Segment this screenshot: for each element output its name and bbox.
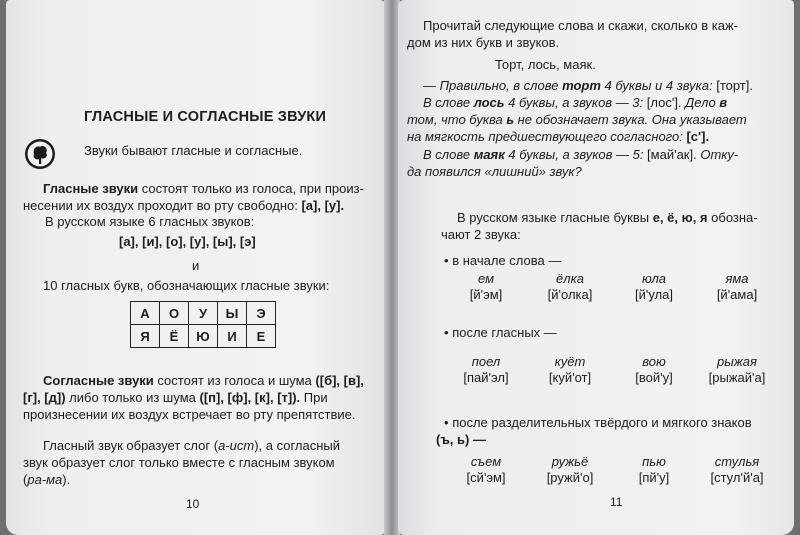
example-transcription: [пай'эл] <box>463 370 509 385</box>
letter-cell: И <box>218 325 247 348</box>
answer-word-los: лось <box>473 95 505 110</box>
consonants-def-line3: произнесении их воздух встречает во рту препятствие. <box>23 407 356 422</box>
syllable-line3 <box>23 472 70 488</box>
left-page <box>6 0 386 535</box>
term-consonants: Согласные звуки <box>43 373 154 388</box>
syllable-line1 <box>43 438 340 454</box>
example-word <box>691 454 783 486</box>
bullet-text: после гласных — <box>452 325 557 340</box>
answer-text: 4 буквы, а звуков — 3: <box>504 95 647 110</box>
example-transcription: [вой'у] <box>635 370 673 385</box>
bullet-after-hard-soft-signs <box>444 415 752 431</box>
letter-cell: Е <box>247 325 276 348</box>
vowels-example: [а], [у]. <box>301 198 345 213</box>
rule-line1 <box>457 210 758 226</box>
letter-cell: А <box>131 302 160 325</box>
example-word-text: ем <box>478 271 494 286</box>
answer-letter: ь <box>506 112 515 127</box>
letter-cell: У <box>189 302 218 325</box>
transcription: [с']. <box>686 129 710 144</box>
example-word-text: куёт <box>554 354 586 369</box>
example-word-text: рыжая <box>717 354 757 369</box>
task-line1: Прочитай следующие слова и скажи, сколько в каж- <box>423 18 739 33</box>
consonants-def-line1 <box>43 373 364 389</box>
bullet-signs: (ъ, ь) — <box>436 432 486 447</box>
letters-row <box>131 325 276 348</box>
answer-text: — Правильно, в слове <box>423 78 563 93</box>
rule-line2: чают 2 звука: <box>441 227 521 242</box>
answer-text: в <box>719 95 728 110</box>
example-word <box>608 354 700 386</box>
example-word-text: съем <box>470 454 502 469</box>
example-word <box>691 271 783 303</box>
example-transcription: [й'эм] <box>469 287 503 302</box>
answer-line2 <box>423 95 727 111</box>
intro-text: Звуки бывают гласные и согласные. <box>84 143 303 158</box>
syllable-text1: Гласный звук образует слог ( <box>43 438 219 453</box>
answer-text: 4 буквы, а звуков — 5: <box>504 147 648 162</box>
vowels-def-line2 <box>23 198 344 214</box>
letter-cell: Я <box>131 325 160 348</box>
right-page <box>398 0 794 535</box>
example-word <box>608 454 700 486</box>
bullet-start-of-word <box>444 253 561 269</box>
syllable-text4: ). <box>62 472 71 487</box>
answer-word-mayak: маяк <box>473 147 505 162</box>
letter-cell: Ё <box>160 325 189 348</box>
consonants-def-text2: либо только из шума <box>65 390 200 405</box>
example-word <box>440 354 532 386</box>
example-word <box>440 454 532 486</box>
page-number-right: 11 <box>610 495 623 509</box>
consonants-def-line2 <box>23 390 328 406</box>
answer-text: Дело <box>681 95 720 110</box>
rule-letters: е, ё, ю, я <box>652 210 708 225</box>
example-word-text: ёлка <box>556 271 584 286</box>
vowels-count-line: В русском языке 6 гласных звуков: <box>45 214 255 229</box>
consonants-example2: [г], [д]) <box>23 390 66 405</box>
letter-cell: Ы <box>218 302 247 325</box>
bullet-text: после разделительных твёрдого и мягкого знаков <box>452 415 752 430</box>
words-line: Торт, лось, маяк. <box>495 57 596 72</box>
answer-text: том, что буква <box>407 112 507 127</box>
bullet-dot: • <box>444 253 449 268</box>
bullet-dot: • <box>444 325 449 340</box>
answer-text: на мягкость предшествующего согласного: <box>407 129 687 144</box>
letters-row <box>131 302 276 325</box>
and-word: и <box>192 258 200 273</box>
letter-cell: Э <box>247 302 276 325</box>
answer-text: 4 буквы и 4 звука: <box>600 78 717 93</box>
letter-cell: О <box>160 302 189 325</box>
consonants-def-text3: При <box>300 390 328 405</box>
consonants-example3: ([п], [ф], [к], [т]). <box>199 390 301 405</box>
answer-text: В слове <box>423 147 474 162</box>
example-word <box>524 354 616 386</box>
letter-cell: Ю <box>189 325 218 348</box>
syllable-text3: ( <box>23 472 28 487</box>
bullet-after-vowels <box>444 325 557 341</box>
example-word <box>524 454 616 486</box>
vowels-def-text2: несении их воздух проходит во рту свободно: <box>23 198 302 213</box>
answer-line1 <box>423 78 753 94</box>
section-title: ГЛАСНЫЕ И СОГЛАСНЫЕ ЗВУКИ <box>84 109 327 125</box>
example-word <box>691 354 783 386</box>
example-transcription: [й'ула] <box>635 287 673 302</box>
example-transcription: [пй'у] <box>638 470 670 485</box>
example-word-text: поел <box>471 354 501 369</box>
answer-line4 <box>407 129 709 145</box>
bullet-text: в начале слова — <box>452 253 562 268</box>
syllable-text2: ), а согласный <box>254 438 341 453</box>
example-transcription: [рыжай'а] <box>708 370 766 385</box>
example-word-text: юла <box>641 271 667 286</box>
consonants-def-text1: состоят из голоса и шума <box>153 373 316 388</box>
consonants-example1: ([б], [в], <box>315 373 364 388</box>
task-line2: дом из них букв и звуков. <box>407 35 560 50</box>
transcription: [май'ак]. <box>647 147 697 162</box>
bullet-dot: • <box>444 415 449 430</box>
example-word-text: вою <box>642 354 666 369</box>
term-vowels: Гласные звуки <box>43 181 139 196</box>
answer-line3 <box>407 112 747 128</box>
example-word-text: стулья <box>714 454 760 469</box>
example-transcription: [стул'й'а] <box>710 470 764 485</box>
answer-text: Отку- <box>696 147 739 162</box>
syllable-example1: а-ист <box>218 438 255 453</box>
answer-line6: да появился «лишний» звук? <box>407 164 582 179</box>
example-transcription: [сй'эм] <box>466 470 506 485</box>
example-word <box>608 271 700 303</box>
tree-icon <box>24 138 56 170</box>
example-transcription: [й'ама] <box>716 287 758 302</box>
syllable-example2: ра-ма <box>27 472 63 487</box>
vowel-letters-intro: 10 гласных букв, обозначающих гласные звуки: <box>43 278 330 293</box>
vowel-sounds-list: [а], [и], [о], [у], [ы], [э] <box>119 234 256 249</box>
answer-word-tort: торт <box>562 78 601 93</box>
answer-text: В слове <box>423 95 474 110</box>
vowels-def-text1: состоят только из голоса, при произ- <box>138 181 364 196</box>
rule-text: В русском языке гласные буквы <box>457 210 653 225</box>
example-word-text: ружьё <box>551 454 589 469</box>
example-word <box>440 271 532 303</box>
vowels-def-line1 <box>43 181 364 197</box>
answer-text: не обозначает звука. Она указывает <box>514 112 747 127</box>
example-transcription: [ружй'о] <box>546 470 594 485</box>
vowel-letters-grid <box>130 301 276 348</box>
example-transcription: [й'олка] <box>547 287 593 302</box>
answer-line5 <box>423 147 738 163</box>
example-word-text: яма <box>725 271 749 286</box>
example-word <box>524 271 616 303</box>
transcription: [лос']. <box>646 95 682 110</box>
transcription: [торт]. <box>716 78 753 93</box>
page-number-left: 10 <box>186 497 200 511</box>
example-transcription: [куй'от] <box>548 370 592 385</box>
rule-text: обозна- <box>707 210 758 225</box>
syllable-line2: звук образует слог только вместе с гласным звуком <box>23 455 335 470</box>
example-word-text: пью <box>642 454 666 469</box>
